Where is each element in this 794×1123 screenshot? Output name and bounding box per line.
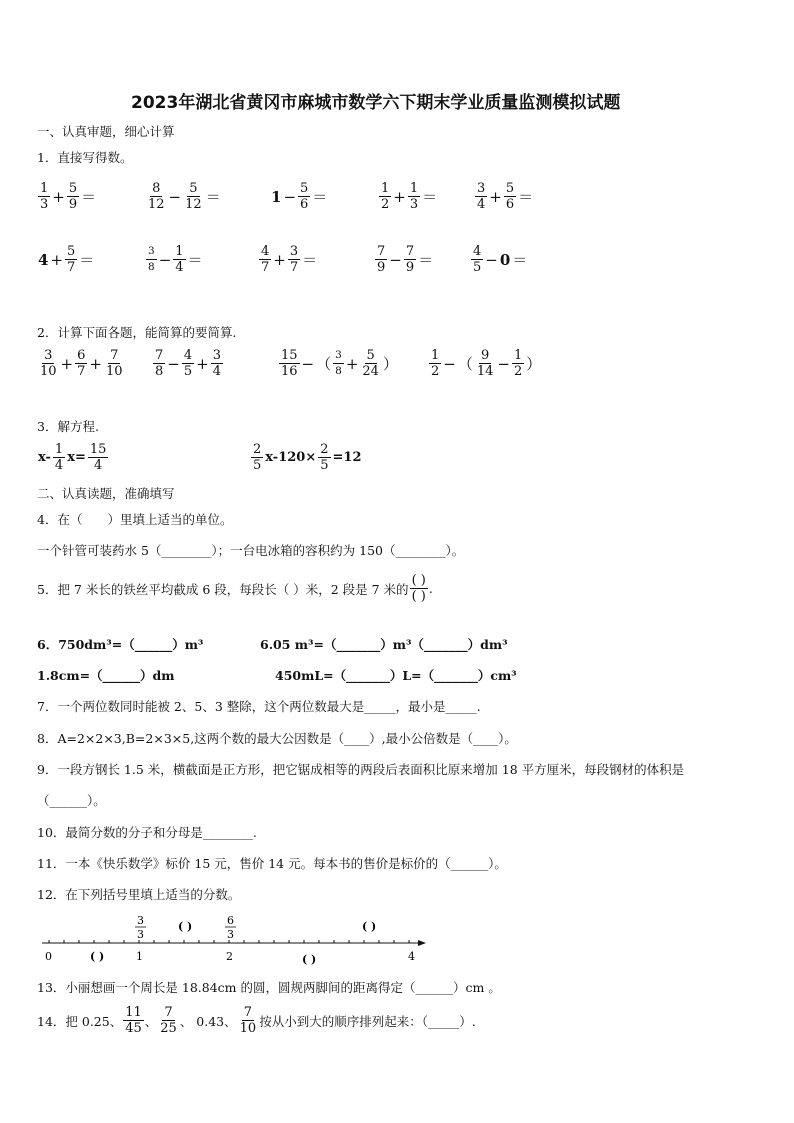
q3-equation-1: x- $\frac{1}{4}$ x= $\frac{15}{4}$	[38, 442, 107, 473]
fraction-2-denominator: 3	[227, 928, 234, 941]
question-1-label: 1．直接写得数。	[37, 150, 133, 165]
question-9-line-1: 9．一段方钢长 1.5 米，横截面是正方形，把它锯成相等的两段后表面积比原来增加 18 平方厘米，每段钢材的体积是	[37, 762, 685, 777]
fraction-2-numerator: 6	[227, 914, 234, 927]
question-6-part-c: 1.8cm=（______）dm	[37, 668, 175, 683]
q1-item-5: $\frac{3}{4}$ + $\frac{5}{6}$ ＝	[477, 181, 534, 212]
question-3-label: 3．解方程.	[37, 419, 99, 434]
question-10: 10．最简分数的分子和分母是________.	[37, 825, 257, 840]
q2-item-3: $\frac{15}{16}$ − （ $\frac{3}{8}$ + $\frac{5}{24}$ ）	[281, 348, 398, 379]
q1-item-2: $\frac{8}{12}$ − $\frac{5}{12}$ ＝	[148, 181, 221, 212]
question-14: 14．把 0.25、 $\frac{11}{45}$ 、 $\frac{7}{25}$ 、 0.43、 $\frac{7}{10}$ 按从小到大的顺序排列起来：（_____）.	[37, 1005, 476, 1036]
blank-3: ( )	[90, 950, 105, 963]
q1-item-6: 4 + $\frac{5}{7}$ ＝	[38, 244, 95, 275]
q1-item-7: $\frac{3}{8}$ − $\frac{1}{4}$ ＝	[148, 244, 203, 275]
question-6-part-d: 450mL=（_______）L=（_______）cm³	[275, 668, 517, 683]
q1-item-8: $\frac{4}{7}$ + $\frac{3}{7}$ ＝	[261, 244, 318, 275]
q1-item-3: 1 − $\frac{5}{6}$ ＝	[271, 181, 328, 212]
question-8: 8．A=2×2×3,B=2×3×5,这两个数的最大公因数是（____）,最小公倍数是（____）。	[37, 731, 517, 746]
question-13: 13．小丽想画一个周长是 18.84cm 的圆，圆规两脚间的距离得定（______）cm 。	[37, 980, 501, 995]
question-5: 5．把 7 米长的铁丝平均截成 6 段，每段长（ ）米，2 段是 7 米的 $\frac{( )}{( )}$ .	[37, 573, 433, 604]
section-heading-2: 二、认真读题，准确填写	[37, 486, 175, 501]
q1-item-4: $\frac{1}{2}$ + $\frac{1}{3}$ ＝	[381, 181, 438, 212]
number-line	[30, 905, 450, 967]
q2-item-1: $\frac{3}{10}$ + $\frac{6}{7}$ + $\frac{7}{10}$	[40, 348, 123, 379]
blank-1: ( )	[178, 920, 193, 933]
tick-label-1: 1	[136, 950, 143, 963]
question-4-label: 4．在（ ）里填上适当的单位。	[37, 512, 233, 527]
fraction-1-denominator: 3	[137, 928, 144, 941]
q2-item-2: $\frac{7}{8}$ − $\frac{4}{5}$ + $\frac{3}{4}$	[155, 348, 221, 379]
q1-item-9: $\frac{7}{9}$ − $\frac{7}{9}$ ＝	[377, 244, 434, 275]
q2-item-4: $\frac{1}{2}$ − （ $\frac{9}{14}$ − $\frac{1}{2}$ ）	[431, 348, 542, 379]
tick-label-0: 0	[45, 950, 52, 963]
blank-4: ( )	[302, 953, 317, 966]
question-2-label: 2．计算下面各题，能简算的要简算.	[37, 325, 237, 340]
tick-label-2: 2	[226, 950, 233, 963]
number-line-arrow	[418, 940, 426, 946]
question-4-line: 一个针管可装药水 5（________）；一台电冰箱的容积约为 150（________）。	[37, 543, 465, 558]
tick-label-4: 4	[408, 950, 415, 963]
fraction-1-numerator: 3	[137, 914, 144, 927]
question-7: 7．一个两位数同时能被 2、5、3 整除，这个两位数最大是_____，最小是_____.	[37, 699, 481, 714]
question-11: 11．一本《快乐数学》标价 15 元，售价 14 元。每本书的售价是标价的（______）。	[37, 856, 507, 871]
question-6-part-b: 6.05 m³=（_______）m³（_______）dm³	[260, 637, 508, 652]
question-12: 12．在下列括号里填上适当的分数。	[37, 887, 241, 902]
q3-equation-2: $\frac{2}{5}$ x-120× $\frac{2}{5}$ =12	[253, 442, 362, 473]
section-heading-1: 一、认真审题，细心计算	[37, 124, 175, 139]
page-title: 2023年湖北省黄冈市麻城市数学六下期末学业质量监测模拟试题	[131, 93, 621, 113]
question-9-line-2: （______）。	[37, 793, 106, 808]
q1-item-1: $\frac{1}{3}$ + $\frac{5}{9}$ ＝	[40, 181, 97, 212]
q1-item-10: $\frac{4}{5}$ − 0 ＝	[473, 244, 528, 275]
blank-2: ( )	[362, 920, 377, 933]
question-6-part-a: 6．750dm³=（______）m³	[37, 637, 204, 652]
